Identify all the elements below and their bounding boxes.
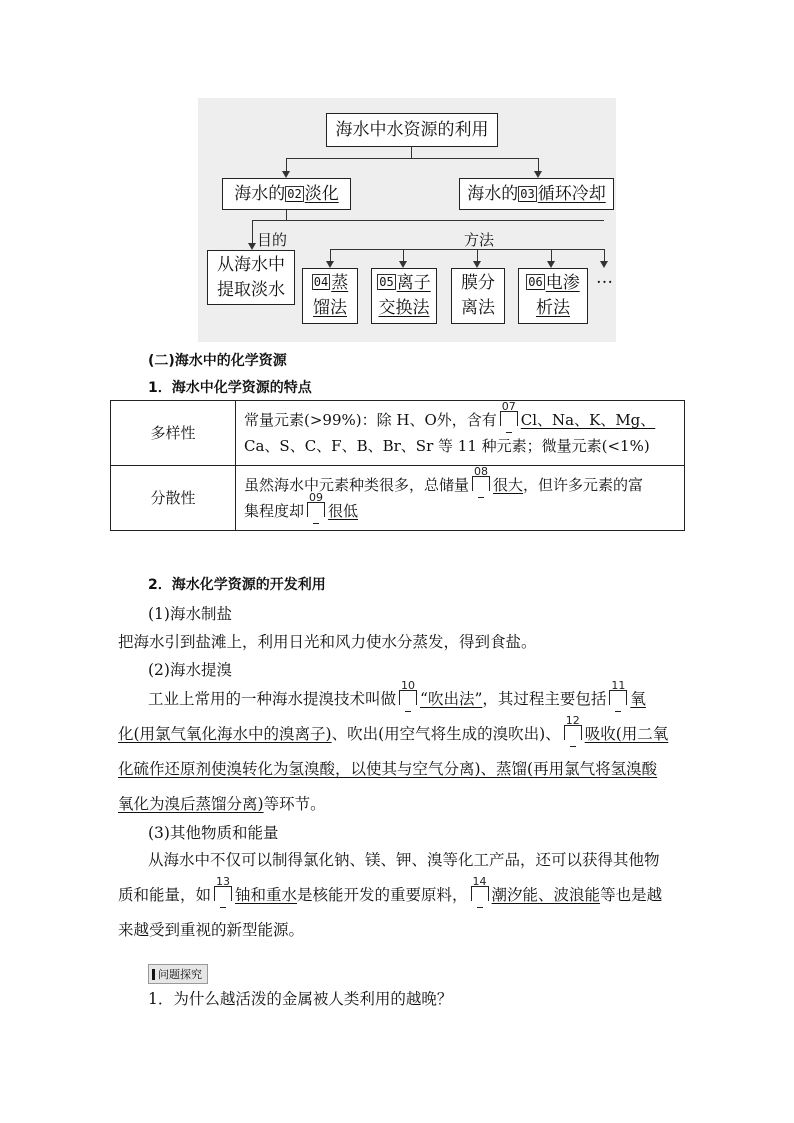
- answer: “吹出法”: [420, 690, 483, 708]
- arrow-icon: [248, 243, 256, 250]
- blank-marker: [471, 875, 489, 901]
- answer: 氧: [630, 690, 646, 708]
- connector: [538, 158, 539, 172]
- row2-text-d: 集程度却: [244, 502, 305, 520]
- question-1: 1．为什么越活泼的金属被人类利用的越晚？: [148, 990, 453, 1008]
- blank-marker: [609, 679, 627, 705]
- text: 、吹出(用空气将生成的溴吹出)、: [331, 725, 561, 743]
- purpose-line-2: 提取淡水: [217, 279, 285, 300]
- blank-number: 07: [501, 400, 516, 413]
- table-key: 多样性: [111, 401, 236, 466]
- text: 质和能量，如: [118, 886, 212, 904]
- table-row: [111, 466, 685, 531]
- row2-text-c: ，但许多元素的富: [523, 476, 644, 494]
- row2-answer-2: 很低: [328, 502, 359, 520]
- connector: [330, 249, 604, 250]
- blank-number: 03: [520, 187, 535, 201]
- arrow-icon: [547, 261, 555, 268]
- exclamation-icon: [152, 969, 155, 980]
- connector: [286, 158, 538, 159]
- arrow-icon: [473, 261, 481, 268]
- blank-number: 09: [309, 491, 324, 504]
- row2-answer-1: 很大: [493, 476, 524, 494]
- method-line-1: 蒸: [331, 273, 349, 293]
- connector: [411, 147, 412, 158]
- method-box-distillation: [302, 268, 358, 324]
- diagram-root-box: [326, 113, 498, 147]
- text: 来越受到重视的新型能源。: [118, 921, 305, 939]
- blank-number: 10: [401, 679, 416, 692]
- text: 等环节。: [263, 795, 326, 813]
- row1-text-a: 常量元素(>99%)：除 H、O外，含有: [244, 411, 497, 429]
- paragraph-salt: 把海水引到盐滩上，利用日光和风力使水分蒸发，得到食盐。: [118, 633, 537, 651]
- blank-number: 06: [528, 275, 543, 289]
- arrow-icon: [600, 261, 608, 268]
- blank-marker: [472, 465, 490, 491]
- paragraph-title-energy: (3)其他物质和能量: [148, 824, 279, 842]
- label-method: 方法: [464, 231, 495, 249]
- blank-marker: [214, 875, 232, 901]
- blank-number: 14: [472, 875, 487, 888]
- connector: [252, 220, 604, 221]
- method-line-2: 析法: [536, 298, 570, 318]
- method-box-ion-exchange: [371, 268, 437, 324]
- method-line-2: 离法: [461, 298, 495, 318]
- blank-number: 08: [474, 465, 489, 478]
- purpose-line-1: 从海水中: [217, 254, 285, 275]
- badge-label: 问题探究: [158, 968, 202, 981]
- label-purpose: 目的: [257, 231, 288, 249]
- answer: 潮汐能、波浪能: [491, 886, 601, 904]
- diagram-ellipsis: …: [596, 268, 613, 288]
- row2-text-a: 虽然海水中元素种类很多，总储量: [244, 476, 470, 494]
- blank-number: 02: [287, 187, 302, 201]
- method-line-2: 馏法: [313, 298, 347, 318]
- diagram-desalination-pre: 海水的: [234, 184, 286, 204]
- features-table: [110, 400, 685, 531]
- answer: 化硫作还原剂使溴转化为氢溴酸，以使其与空气分离)、蒸馏(再用氯气将氢溴酸: [118, 760, 658, 778]
- method-line-1: 电渗: [545, 273, 580, 293]
- row1-text-c: Ca、S、C、F、B、Br、Sr 等 11 种元素；微量元素(<1%): [244, 437, 650, 455]
- subsection-title-2: 2．海水化学资源的开发利用: [148, 577, 326, 593]
- blank-marker: [564, 714, 582, 740]
- diagram-root-label: 海水中水资源的利用: [335, 120, 489, 140]
- text: 工业上常用的一种海水提溴技术叫做: [148, 690, 397, 708]
- blank-number: 04: [313, 275, 329, 289]
- problem-explore-badge: [148, 964, 208, 984]
- answer: 氧化为溴后蒸馏分离): [118, 795, 264, 813]
- text: 是核能开发的重要原料，: [297, 886, 468, 904]
- blank-number: 13: [216, 875, 231, 888]
- table-value: [236, 466, 685, 531]
- text: 从海水中不仅可以制得氯化钠、镁、钾、溴等化工产品，还可以获得其他物: [148, 851, 660, 869]
- arrow-icon: [282, 171, 290, 178]
- method-line-1: 离子: [396, 273, 431, 293]
- diagram-desalination-post: 淡化: [304, 184, 339, 204]
- diagram-cooling-box: [459, 178, 614, 210]
- text: 等也是越: [600, 886, 663, 904]
- connector: [252, 220, 253, 244]
- paragraph-bromine: [118, 679, 684, 822]
- row1-answer: Cl、Na、K、Mg、: [520, 411, 656, 429]
- answer: 吸收(用二氧: [584, 725, 669, 743]
- table-row: [111, 401, 685, 466]
- blank-marker: [500, 400, 518, 426]
- arrow-icon: [399, 261, 407, 268]
- section-title: (二)海水中的化学资源: [148, 353, 287, 369]
- connector: [286, 210, 287, 220]
- paragraph-title-salt: (1)海水制盐: [148, 605, 232, 623]
- arrow-icon: [534, 171, 542, 178]
- diagram-cooling-pre: 海水的: [467, 184, 519, 204]
- diagram-purpose-box: [207, 250, 295, 305]
- diagram-cooling-post: 循环冷却: [537, 184, 606, 204]
- blank-marker: [307, 491, 325, 517]
- method-box-membrane: [451, 268, 505, 324]
- paragraph-energy: [118, 843, 684, 948]
- diagram-desalination-box: [222, 178, 351, 210]
- table-key: 分散性: [111, 466, 236, 531]
- subsection-title-1: 1．海水中化学资源的特点: [148, 380, 312, 396]
- table-value: [236, 401, 685, 466]
- answer: 铀和重水: [235, 886, 298, 904]
- blank-number: 11: [611, 679, 626, 692]
- connector: [286, 158, 287, 172]
- arrow-icon: [326, 261, 334, 268]
- text: ，其过程主要包括: [482, 690, 607, 708]
- blank-number: 05: [379, 275, 394, 289]
- paragraph-title-bromine: (2)海水提溴: [148, 661, 232, 679]
- answer: 化(用氯气氧化海水中的溴离子): [118, 725, 332, 743]
- method-line-2: 交换法: [378, 298, 430, 318]
- method-line-1: 膜分: [461, 273, 495, 293]
- blank-number: 12: [565, 714, 580, 727]
- blank-marker: [399, 679, 417, 705]
- method-box-electrodialysis: [518, 268, 588, 324]
